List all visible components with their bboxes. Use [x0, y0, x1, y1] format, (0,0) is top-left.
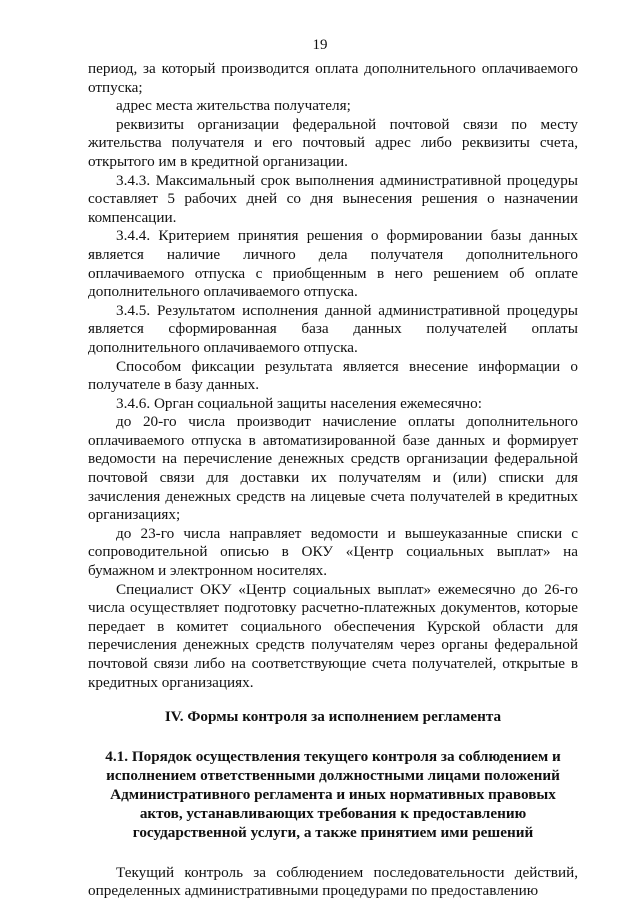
- paragraph-until-23rd: до 23-го числа направляет ведомости и вышеуказанные списки с сопроводительной описью в ОКУ «Центр социальных выплат» на бумажном и электронном носителях.: [88, 524, 578, 580]
- document-body: [88, 60, 578, 901]
- paragraph-3-4-5: 3.4.5. Результатом исполнения данной административной процедуры является сформированная база данных получателей оплаты дополнительного оплачиваемого отпуска.: [88, 301, 578, 356]
- subsection-heading-4-1: 4.1. Порядок осуществления текущего контроля за соблюдением и исполнением ответственными должностными лицами положений Административного регламента и иных нормативных правовых актов, устанавливающих требования к предоставлению государственной услуги, а также принятием ими решений: [105, 747, 561, 841]
- paragraph-address: адрес места жительства получателя;: [116, 97, 351, 115]
- paragraph-until-20th: до 20-го числа производит начисление оплаты дополнительного оплачиваемого отпуска в автоматизированной базе данных и формирует ведомости на перечисление денежных средств организации федеральной почтовой связи для доставки их получателям и (или) списки для зачисления денежных средств на лицевые счета получателей в кредитных организациях;: [88, 413, 578, 524]
- paragraph-specialist: Специалист ОКУ «Центр социальных выплат» ежемесячно до 26-го числа осуществляет подготовку расчетно-платежных документов, которые передает в комитет социального обеспечения Курской области для перечисления денежных средств получателям через органы федеральной почтовой связи либо на соответствующие счета получателей, открытые в кредитных организациях.: [88, 580, 578, 691]
- page-number: 19: [312, 37, 328, 53]
- paragraph-current-control: Текущий контроль за соблюдением последовательности действий, определенных административными процедурами по предоставлению: [88, 863, 578, 900]
- paragraph-fixation-method: Способом фиксации результата является внесение информации о получателе в базу данных.: [88, 357, 578, 394]
- paragraph-postal-requisites: реквизиты организации федеральной почтовой связи по месту жительства получателя и его почтовый адрес либо реквизиты счета, открытого им в кредитной организации.: [88, 115, 578, 170]
- paragraph-3-4-3: 3.4.3. Максимальный срок выполнения административной процедуры составляет 5 рабочих дней со дня вынесения решения о назначении компенсации.: [88, 171, 578, 226]
- section-heading-iv: IV. Формы контроля за исполнением регламента: [164, 708, 502, 726]
- paragraph-3-4-4: 3.4.4. Критерием принятия решения о формировании базы данных является наличие личного дела получателя дополнительного оплачиваемого отпуска с приобщенным в него решением об оплате дополнительного оплачиваемого отпуска.: [88, 227, 578, 301]
- paragraph-3-4-6: 3.4.6. Орган социальной защиты населения ежемесячно:: [116, 394, 482, 412]
- paragraph-period: период, за который производится оплата дополнительного оплачиваемого отпуска;: [88, 60, 578, 96]
